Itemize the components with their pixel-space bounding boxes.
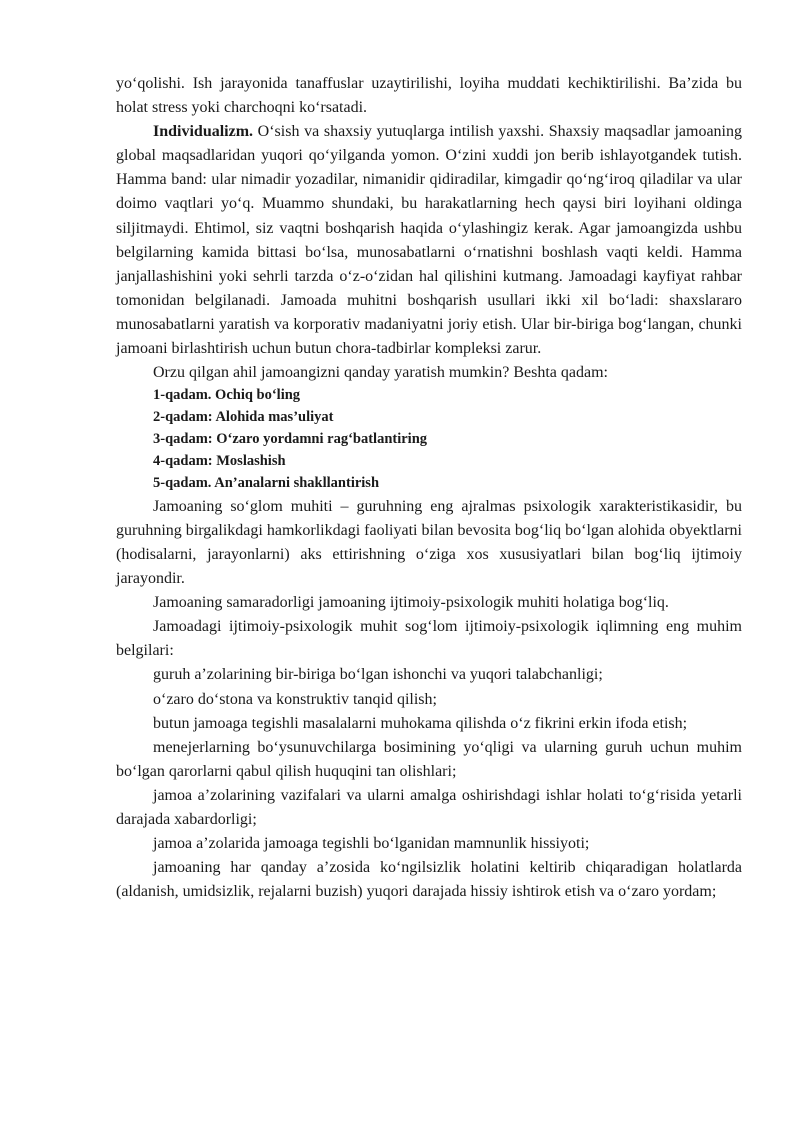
- sign-item: jamoa a’zolarida jamoaga tegishli bo‘lganidan mamnunlik hissiyoti;: [153, 835, 590, 853]
- paragraph-signs-intro: Jamoadagi ijtimoiy-psixologik muhit sog‘lom ijtimoiy-psixologik iqlimning eng muhim belgilari:: [116, 618, 742, 660]
- sign-item: jamoa a’zolarining vazifalari va ularni amalga oshirishdagi ishlar holati to‘g‘risida yetarli darajada xabardorligi;: [116, 786, 742, 828]
- step-item: 1-qadam. Ochiq bo‘ling: [153, 387, 301, 404]
- paragraph-individualism: [116, 120, 742, 361]
- sign-item: jamoaning har qanday a’zosida ko‘ngilsizlik holatini keltirib chiqaradigan holatlarda (aldanish, umidsizlik, rejalarni buzish) yuqori darajada hissiy ishtirok etish va o‘zaro yordam;: [116, 859, 742, 901]
- sign-item: guruh a’zolarining bir-biriga bo‘lgan ishonchi va yuqori talabchanligi;: [153, 666, 603, 684]
- paragraph-body: O‘sish va shaxsiy yutuqlarga intilish yaxshi. Shaxsiy maqsadlar jamoaning global maqsadlaridan yuqori qo‘yilganda yomon. O‘zini xuddi jon berib ishlayotgandek tutish. Hamma band: ular nimadir yozadilar, nimanidir qidiradilar, kimgadir qo‘ng‘iroq qiladilar va ular doimo vaqtlari yo‘q. Muammo shundaki, bu harakatlarning hech qaysi biri loyihani oldinga siljitmaydi. Ehtimol, siz vaqtni boshqarish haqida o‘ylashingiz kerak. Agar jamoangizda ushbu belgilarning kamida bittasi bo‘lsa, munosabatlarni o‘rnatishni boshlash vaqti keldi. Hamma janjallashishini yoki sehrli tarzda o‘z-o‘zidan hal qilishini kutmang. Jamoadagi kayfiyat rahbar tomonidan belgilanadi. Jamoada muhitni boshqarish usullari ikki xil bo‘ladi: shaxslararo munosabatlarni yaratish va korporativ madaniyatni joriy etish. Ular bir-biriga bog‘langan, chunki jamoani birlashtirish uchun butun chora-tadbirlar kompleksi zarur.: [116, 123, 742, 358]
- step-item: 2-qadam: Alohida mas’uliyat: [153, 409, 334, 426]
- sign-item: menejerlarning bo‘ysunuvchilarga bosimining yo‘qligi va ularning guruh uchun muhim bo‘lgan qarorlarni qabul qilish huquqini tan olishlari;: [116, 738, 742, 780]
- paragraph-lead-heading: Individualizm.: [153, 123, 254, 141]
- paragraph-effectiveness: Jamoaning samaradorligi jamoaning ijtimoiy-psixologik muhiti holatiga bog‘liq.: [153, 594, 669, 612]
- sign-item: butun jamoaga tegishli masalalarni muhokama qilishda o‘z fikrini erkin ifoda etish;: [153, 714, 688, 732]
- step-item: 4-qadam: Moslashish: [153, 452, 286, 469]
- paragraph-healthy-climate: Jamoaning so‘glom muhiti – guruhning eng ajralmas psixologik xarakteristikasidir, bu guruhning birgalikdagi hamkorlikdagi faoliyati bilan bevosita bog‘liq bo‘lgan alohida obyektlarni (hodisalarni, jarayonlarni) aks ettirishning o‘ziga xos xususiyatlari bilan bog‘liq ijtimoiy jarayondir.: [116, 497, 742, 588]
- paragraph-continuation: yo‘qolishi. Ish jarayonida tanaffuslar uzaytirilishi, loyiha muddati kechiktirilishi. Ba’zida bu holat stress yoki charchoqni ko‘rsatadi.: [116, 75, 742, 117]
- step-item: 5-qadam. An’analarni shakllantirish: [153, 474, 380, 491]
- paragraph-five-steps-intro: Orzu qilgan ahil jamoangizni qanday yaratish mumkin? Beshta qadam:: [153, 364, 608, 382]
- document-page: [116, 72, 742, 904]
- step-item: 3-qadam: O‘zaro yordamni rag‘batlantiring: [153, 431, 428, 448]
- sign-item: o‘zaro do‘stona va konstruktiv tanqid qilish;: [153, 690, 437, 708]
